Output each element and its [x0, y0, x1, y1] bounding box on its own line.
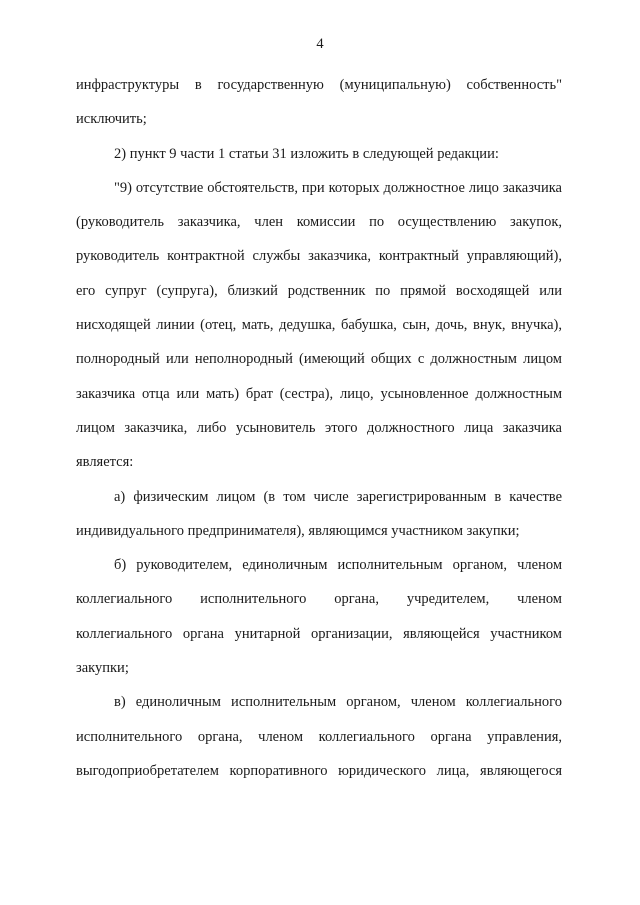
paragraph-clause-9: "9) отсутствие обстоятельств, при которых должностное лицо заказчика (руководитель заказчика, член комиссии по осуществлению закупок, руководитель контрактной службы заказчика, контрактный управляющий), его супруг (супруга), близкий родственник по прямой восходящей или нисходящей линии (отец, мать, дедушка, бабушка, сын, дочь, внук, внучка), полнородный или неполнородный (имеющий общих с должностным лицом заказчика отца или мать) брат (сестра), лицо, усыновленное должностным лицом заказчика, либо усыновитель этого должностного лица заказчика является:	[76, 179, 562, 471]
paragraph-subitem-v: в) единоличным исполнительным органом, членом коллегиального исполнительного органа, членом коллегиального органа управления, выгодоприобретателем корпоративного юридического лица, являющегося	[76, 694, 562, 779]
page-number: 4	[316, 36, 324, 52]
paragraph-continuation: инфраструктуры в государственную (муниципальную) собственность" исключить;	[76, 77, 562, 128]
paragraph-subitem-b: б) руководителем, единоличным исполнительным органом, членом коллегиального исполнительного органа, учредителем, членом коллегиального органа унитарной организации, являющейся участником закупки;	[76, 557, 562, 677]
document-body	[76, 68, 562, 788]
paragraph-item-2: 2) пункт 9 части 1 статьи 31 изложить в следующей редакции:	[114, 145, 499, 162]
paragraph-subitem-a: а) физическим лицом (в том числе зарегистрированным в качестве индивидуального предпринимателя), являющимся участником закупки;	[76, 488, 562, 539]
